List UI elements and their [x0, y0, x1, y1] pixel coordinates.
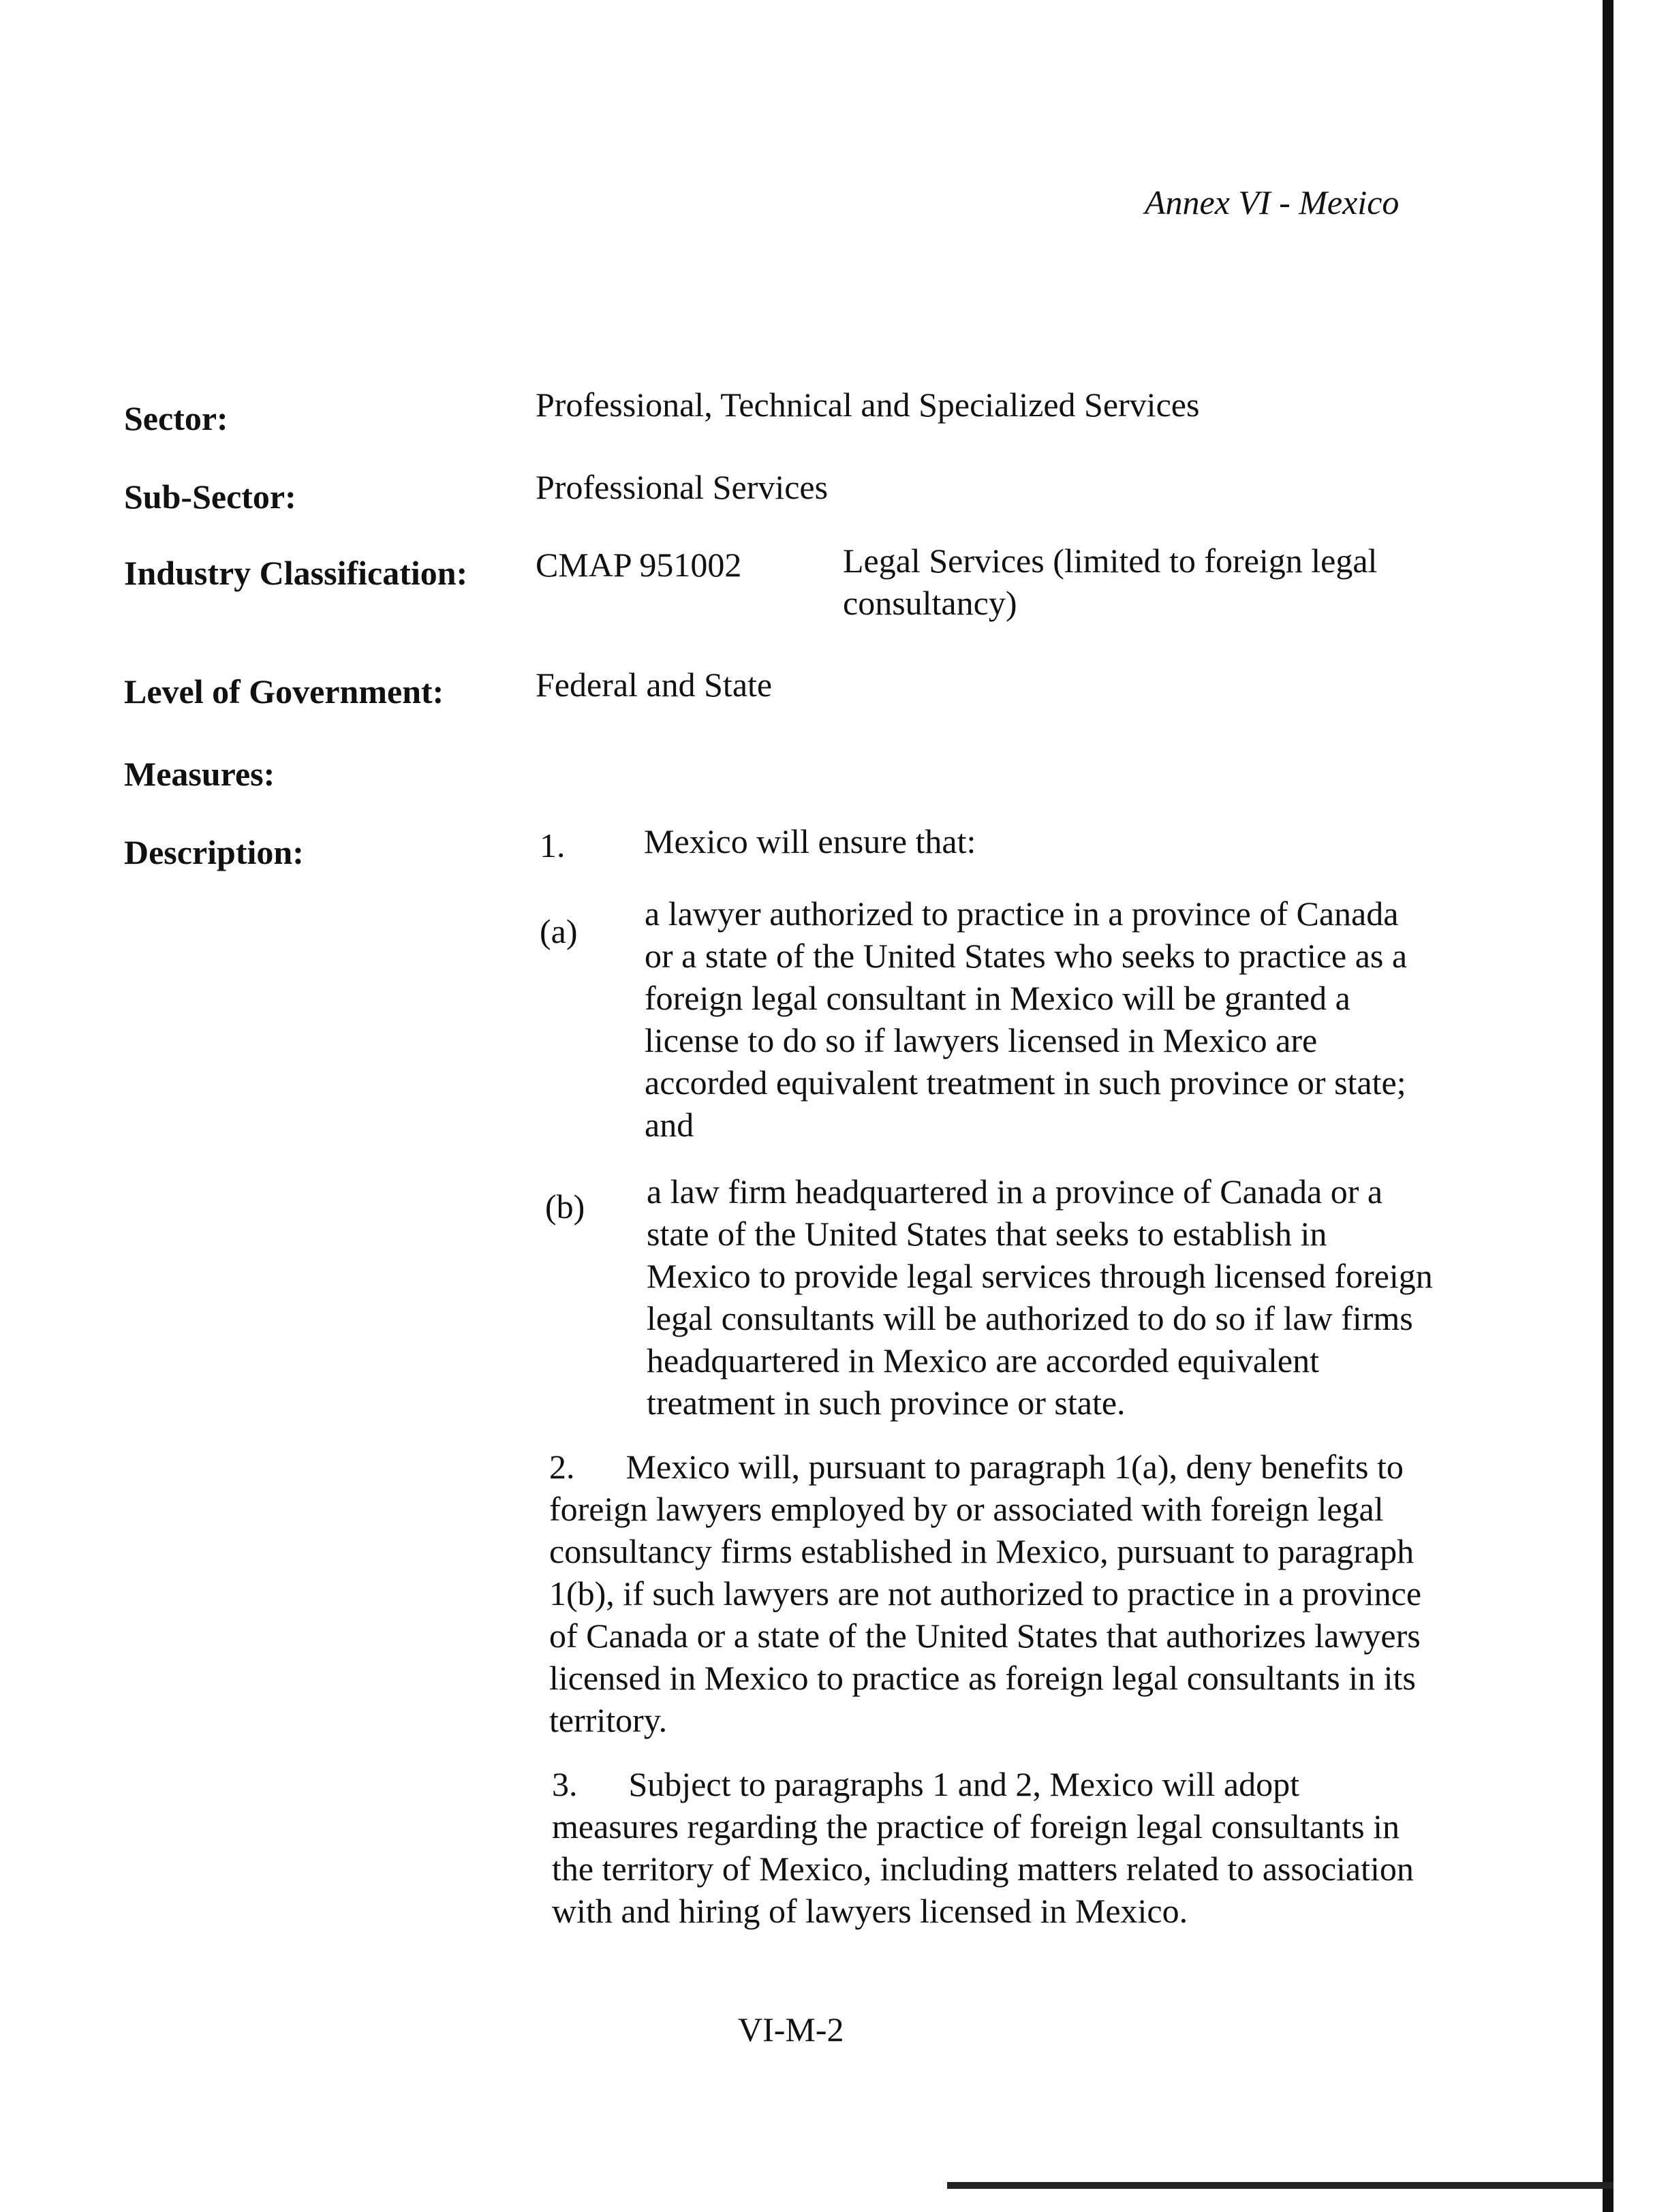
industry-classification-code: CMAP 951002 — [536, 546, 742, 584]
paragraph-1-intro: Mexico will ensure that: — [644, 822, 976, 860]
annex-header: Annex VI - Mexico — [1145, 183, 1400, 221]
measures-label: Measures: — [124, 755, 275, 793]
sector-label: Sector: — [124, 399, 228, 437]
sub-sector-value: Professional Services — [536, 468, 829, 506]
page-bottom-edge — [947, 2182, 1613, 2189]
item-a-marker: (a) — [540, 912, 578, 950]
level-of-government-value: Federal and State — [536, 666, 773, 704]
page-edge-border — [1603, 0, 1613, 2212]
industry-classification-label: Industry Classification: — [124, 554, 468, 592]
paragraph-2: 2. Mexico will, pursuant to paragraph 1(a), deny benefits to foreign lawyers employed by or associated with foreign legal consultancy firms established in Mexico, pursuant to paragraph 1(b), if such lawyers are not authorized to practice in a province of Canada or a state of the United States that authorizes lawyers licensed in Mexico to practice as foreign legal consultants in its territory. — [549, 1448, 1422, 1739]
level-of-government-label: Level of Government: — [124, 672, 444, 711]
page-number: VI-M-2 — [738, 2010, 844, 2049]
industry-classification-description: Legal Services (limited to foreign legal consultancy) — [843, 542, 1378, 622]
paragraph-1-number: 1. — [540, 826, 566, 864]
paragraph-3: 3. Subject to paragraphs 1 and 2, Mexico will adopt measures regarding the practice of foreign legal consultants in the territory of Mexico, including matters related to association with and hiring of lawyers licensed in Mexico. — [552, 1765, 1414, 1930]
sector-value: Professional, Technical and Specialized Services — [536, 386, 1200, 424]
sub-sector-label: Sub-Sector: — [124, 478, 296, 516]
description-label: Description: — [124, 833, 304, 871]
item-b-marker: (b) — [545, 1187, 585, 1226]
item-a-text: a lawyer authorized to practice in a province of Canada or a state of the United States who seeks to practice as a foreign legal consultant in Mexico will be granted a license to do so if lawyers licensed in Mexico are accorded equivalent treatment in such province or state; and — [645, 894, 1408, 1144]
item-b-text: a law firm headquartered in a province of Canada or a state of the United States that seeks to establish in Mexico to provide legal services through licensed foreign legal consultants will be authorized to do so if law firms headquartered in Mexico are accorded equivalent treatment in such province or state. — [647, 1172, 1433, 1422]
